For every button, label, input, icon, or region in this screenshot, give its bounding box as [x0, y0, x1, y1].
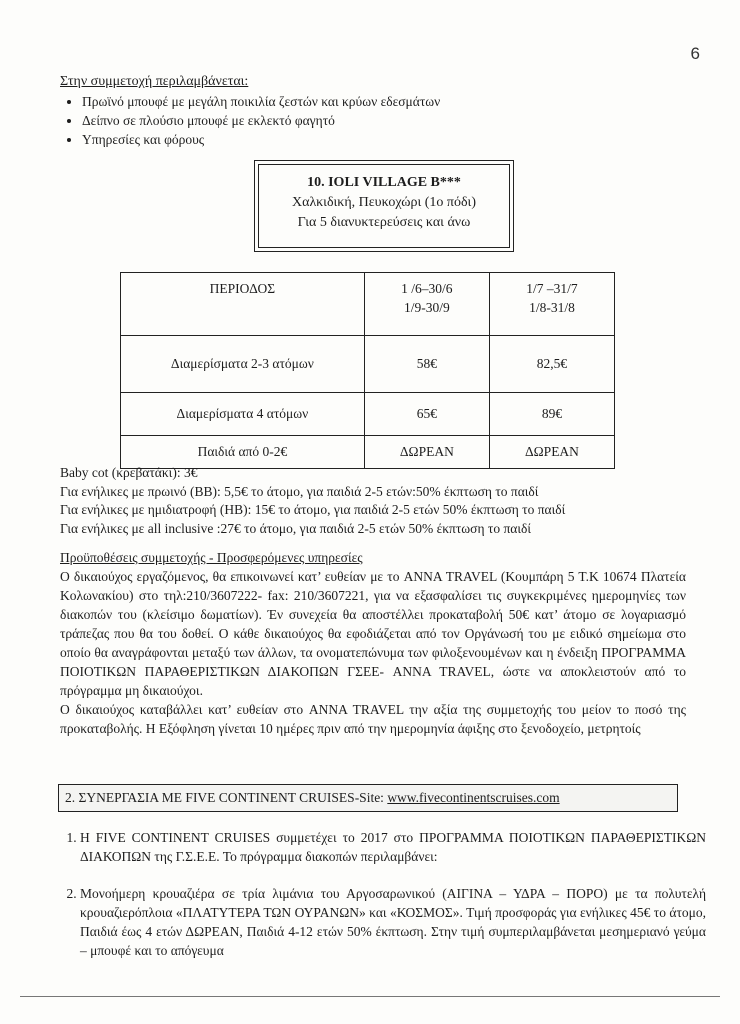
- price-cell: ΔΩΡΕΑΝ: [364, 436, 489, 469]
- table-row: [121, 336, 615, 393]
- header-period-2: [489, 273, 614, 336]
- conditions-section: [60, 548, 686, 738]
- price-notes: [60, 464, 565, 538]
- conditions-paragraph-1: Ο δικαιούχος εργαζόμενος, θα επικοινωνεί κατ’ ευθείαν με το ANNA TRAVEL (Κουμπάρη 5 Τ.Κ 10674 Πλατεία Κολωνακίου) στο τηλ:210/3607222- fax: 210/3607221, για να εξασφαλίσει τις συγκεκριμένες ημερομηνίες των διακοπών του (κλείσιμο δωματίων). Έν συνεχεία θα αποστέλλει προκαταβολή 50€ κατ’ άτομο σε λογαριασμό τράπεζας που θα του δοθεί. Ο κάθε δικαιούχος θα εφοδιάζεται από τον Οργάνωσή του με ειδικό σημείωμα στο οποίο θα αναγράφονται μεταξύ των άλλων, τα ονοματεπώνυμα των φιλοξενουμένων και η ένδειξη ΠΡΟΓΡΑΜΜΑ ΠΟΙΟΤΙΚΩΝ ΠΑΡΑΘΕΡΙΣΤΙΚΩΝ ΔΙΑΚΟΠΩΝ ΓΣΕΕ- ANNA TRAVEL, ώστε να αποκλειστούν από το πρόγραμμα μη δικαιούχοι.: [60, 569, 686, 698]
- price-cell: 89€: [489, 393, 614, 436]
- list-item: • Δείπνο σε πλούσιο μπουφέ με εκλεκτό φαγητό: [82, 111, 440, 130]
- note-line: Baby cot (κρεβατάκι): 3€: [60, 465, 198, 480]
- price-cell: 65€: [364, 393, 489, 436]
- period-1-line-1: 1 /6–30/6: [401, 281, 453, 296]
- footer-divider: [20, 996, 720, 997]
- note-line: Για ενήλικες με ημιδιατροφή (ΗΒ): 15€ το άτομο, για παιδιά 2-5 ετών 50% έκπτωση το παιδί: [60, 502, 566, 517]
- hotel-name: 10. IOLI VILLAGE B***: [307, 175, 461, 190]
- list-item: 1. Η FIVE CONTINENT CRUISES συμμετέχει το 2017 στο ΠΡΟΓΡΑΜΜΑ ΠΟΙΟΤΙΚΩΝ ΠΑΡΑΘΕΡΙΣΤΙΚΩΝ ΔΙΑΚΟΠΩΝ της Γ.Σ.Ε.Ε. Το πρόγραμμα διακοπών περιλαμβάνει:: [80, 828, 706, 866]
- header-period-1: [364, 273, 489, 336]
- row-label: Παιδιά από 0-2€: [121, 436, 365, 469]
- row-label: Διαμερίσματα 4 ατόμων: [121, 393, 365, 436]
- table-header-row: [121, 273, 615, 336]
- cruises-website-link[interactable]: www.fivecontinentscruises.com: [387, 790, 560, 805]
- section-2-label: 2. ΣΥΝΕΡΓΑΣΙΑ ΜΕ FIVE CONTINENT CRUISES-Site:: [65, 790, 388, 805]
- price-cell: 82,5€: [489, 336, 614, 393]
- period-1-line-2: 1/9-30/9: [403, 300, 450, 315]
- inclusions-heading: Στην συμμετοχή περιλαμβάνεται:: [60, 74, 249, 89]
- price-cell: 58€: [364, 336, 489, 393]
- header-period: ΠΕΡΙΟΔΟΣ: [121, 273, 365, 336]
- price-cell: ΔΩΡΕΑΝ: [489, 436, 614, 469]
- list-item: 2. Μονοήμερη κρουαζιέρα σε τρία λιμάνια του Αργοσαρωνικού (ΑΙΓΙΝΑ – ΥΔΡΑ – ΠΟΡΟ) με τα πολυτελή κρουαζιερόπλοια «ΠΛΑΤΥΤΕΡΑ ΤΩΝ ΟΥΡΑΝΩΝ» και «ΚΟΣΜΟΣ». Τιμή προσφοράς για ενήλικες 45€ το άτομο, Παιδιά έως 4 ετών ΔΩΡΕΑΝ, Παιδιά 4-12 ετών 50% έκπτωση. Στην τιμή συμπεριλαμβάνεται μεσημεριανό γεύμα – μπουφέ και το απόγευμα: [80, 884, 706, 960]
- period-2-line-2: 1/8-31/8: [529, 300, 575, 315]
- note-line: Για ενήλικες με πρωινό (ΒΒ): 5,5€ το άτομο, για παιδιά 2-5 ετών:50% έκπτωση το παιδί: [60, 483, 539, 499]
- conditions-title: Προϋποθέσεις συμμετοχής - Προσφερόμενες υπηρεσίες: [60, 550, 363, 565]
- period-2-line-1: 1/7 –31/7: [526, 281, 578, 296]
- note-line: Για ενήλικες με all inclusive :27€ το άτομο, για παιδιά 2-5 ετών 50% έκπτωση το παιδί: [60, 520, 531, 536]
- hotel-location: Χαλκιδική, Πευκοχώρι (1ο πόδι): [292, 195, 476, 210]
- hotel-nights: Για 5 διανυκτερεύσεις και άνω: [297, 215, 471, 230]
- inclusions-list: [60, 92, 440, 149]
- conditions-paragraph-2: Ο δικαιούχος καταβάλλει κατ’ ευθείαν στο ANNA TRAVEL την αξία της συμμετοχής του μείον το ποσό της προκαταβολής. Η Εξόφληση γίνεται 10 ημέρες πριν από την ημερομηνία άφιξης στο ξενοδοχείο, μετρητοίς: [60, 702, 686, 736]
- list-item: • Πρωϊνό μπουφέ με μεγάλη ποικιλία ζεστών και κρύων εδεσμάτων: [82, 92, 440, 111]
- row-label: Διαμερίσματα 2-3 ατόμων: [121, 336, 365, 393]
- section-2-heading: [58, 784, 678, 812]
- price-table: [120, 272, 615, 469]
- table-row: [121, 393, 615, 436]
- hotel-info-box: [258, 164, 510, 248]
- page-number: 6: [690, 44, 700, 63]
- cruise-list: [60, 828, 706, 978]
- list-item: • Υπηρεσίες και φόρους: [82, 130, 440, 149]
